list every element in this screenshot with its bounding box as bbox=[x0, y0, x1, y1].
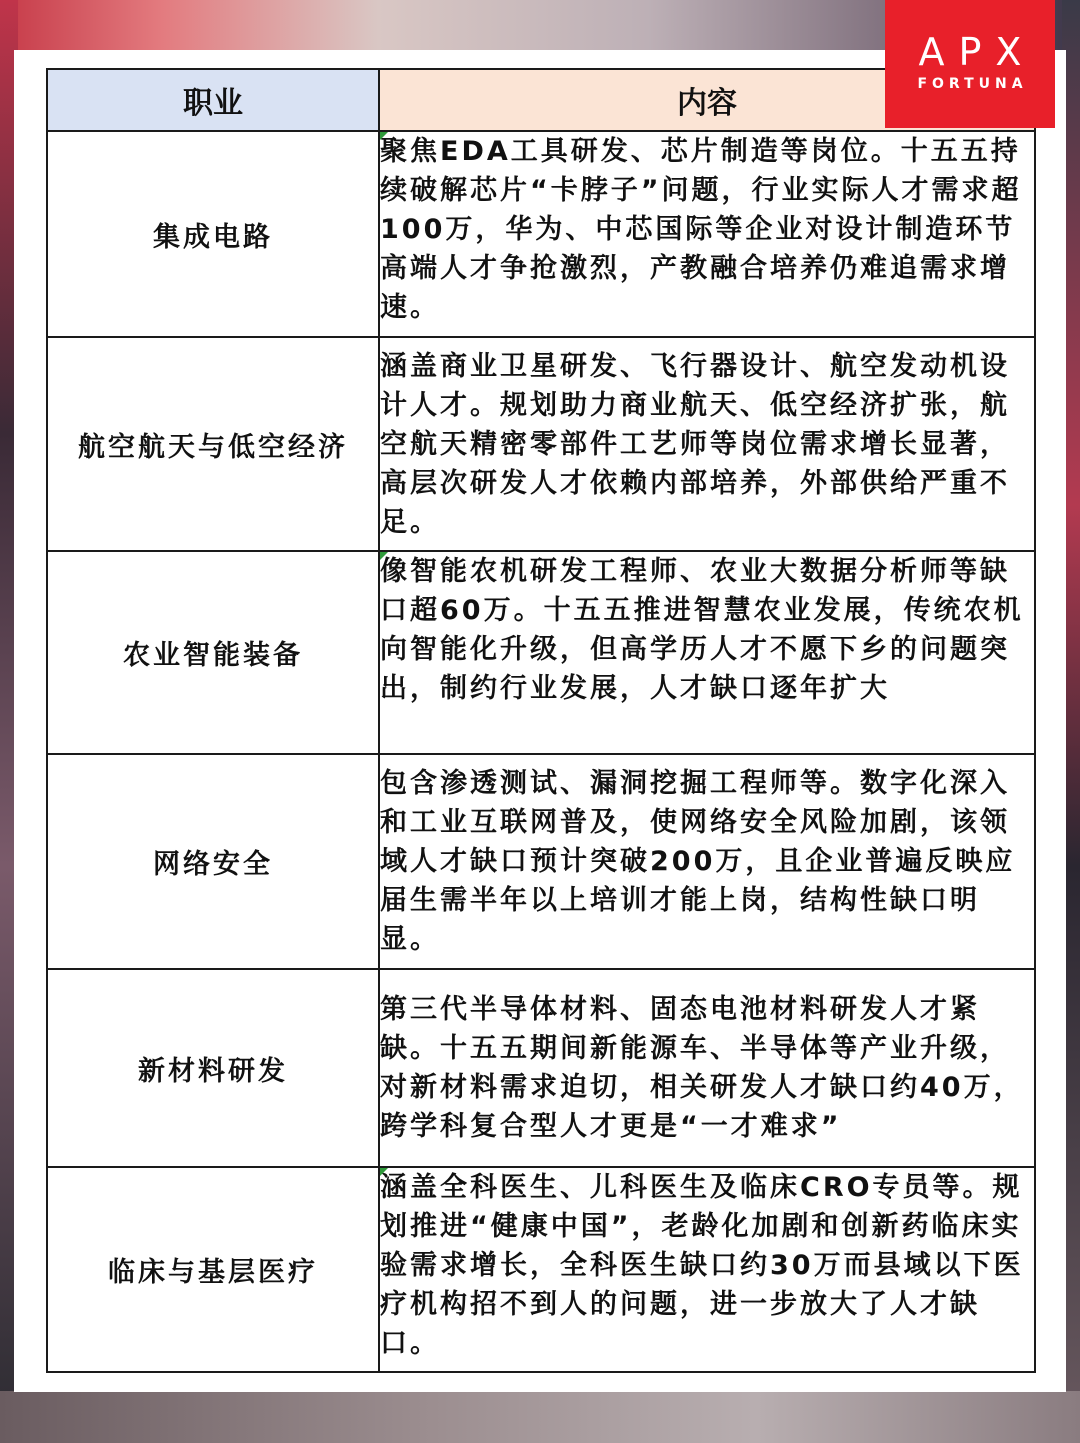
content-text: 像智能农机研发工程师、农业大数据分析师等缺口超60万。十五五推进智慧农业发展，传统农机向智能化升级，但高学历人才不愿下乡的问题突出，制约行业发展，人才缺口逐年扩大 bbox=[380, 556, 1024, 704]
table-row bbox=[47, 1167, 1035, 1372]
content-cell bbox=[379, 551, 1035, 754]
table-row bbox=[47, 551, 1035, 754]
content-cell bbox=[379, 754, 1035, 969]
table-row bbox=[47, 337, 1035, 551]
logo-main-text: APX bbox=[918, 30, 1036, 74]
content-cell bbox=[379, 969, 1035, 1167]
content-text: 聚焦EDA工具研发、芯片制造等岗位。十五五持续破解芯片“卡脖子”问题，行业实际人才需求超100万，华为、中芯国际等企业对设计制造环节高端人才争抢激烈，产教融合培养仍难追需求增速。 bbox=[380, 136, 1022, 323]
content-text: 包含渗透测试、漏洞挖掘工程师等。数字化深入和工业互联网普及，使网络安全风险加剧，该领域人才缺口预计突破200万，且企业普遍反映应届生需半年以上培训才能上岗，结构性缺口明显。 bbox=[380, 768, 1016, 955]
job-cell: 农业智能装备 bbox=[47, 551, 379, 754]
table-row bbox=[47, 131, 1035, 337]
content-text: 涵盖全科医生、儿科医生及临床CRO专员等。规划推进“健康中国”，老龄化加剧和创新药临床实验需求增长，全科医生缺口约30万而县域以下医疗机构招不到人的问题，进一步放大了人才缺口。 bbox=[380, 1172, 1024, 1359]
logo-sub-text: FORTUNA bbox=[917, 76, 1028, 92]
content-cell bbox=[379, 337, 1035, 551]
career-table bbox=[46, 68, 1036, 1373]
job-cell: 新材料研发 bbox=[47, 969, 379, 1167]
job-cell: 网络安全 bbox=[47, 754, 379, 969]
comment-marker-icon bbox=[380, 1168, 388, 1176]
content-text: 涵盖商业卫星研发、飞行器设计、航空发动机设计人才。规划助力商业航天、低空经济扩张，航空航天精密零部件工艺师等岗位需求增长显著，高层次研发人才依赖内部培养，外部供给严重不足。 bbox=[380, 350, 1010, 538]
job-cell: 航空航天与低空经济 bbox=[47, 337, 379, 551]
content-cell bbox=[379, 131, 1035, 337]
background-bottom bbox=[0, 1391, 1080, 1443]
content-cell bbox=[379, 1167, 1035, 1372]
comment-marker-icon bbox=[380, 132, 388, 140]
table-row bbox=[47, 754, 1035, 969]
header-job: 职业 bbox=[47, 69, 379, 131]
job-cell: 临床与基层医疗 bbox=[47, 1167, 379, 1372]
header-content: 内容 bbox=[379, 69, 1035, 131]
apx-fortuna-logo bbox=[885, 0, 1055, 128]
job-cell: 集成电路 bbox=[47, 131, 379, 337]
comment-marker-icon bbox=[380, 552, 388, 560]
table-row bbox=[47, 969, 1035, 1167]
content-text: 第三代半导体材料、固态电池材料研发人才紧缺。十五五期间新能源车、半导体等产业升级，对新材料需求迫切，相关研发人才缺口约40万，跨学科复合型人才更是“一才难求” bbox=[380, 994, 1024, 1142]
